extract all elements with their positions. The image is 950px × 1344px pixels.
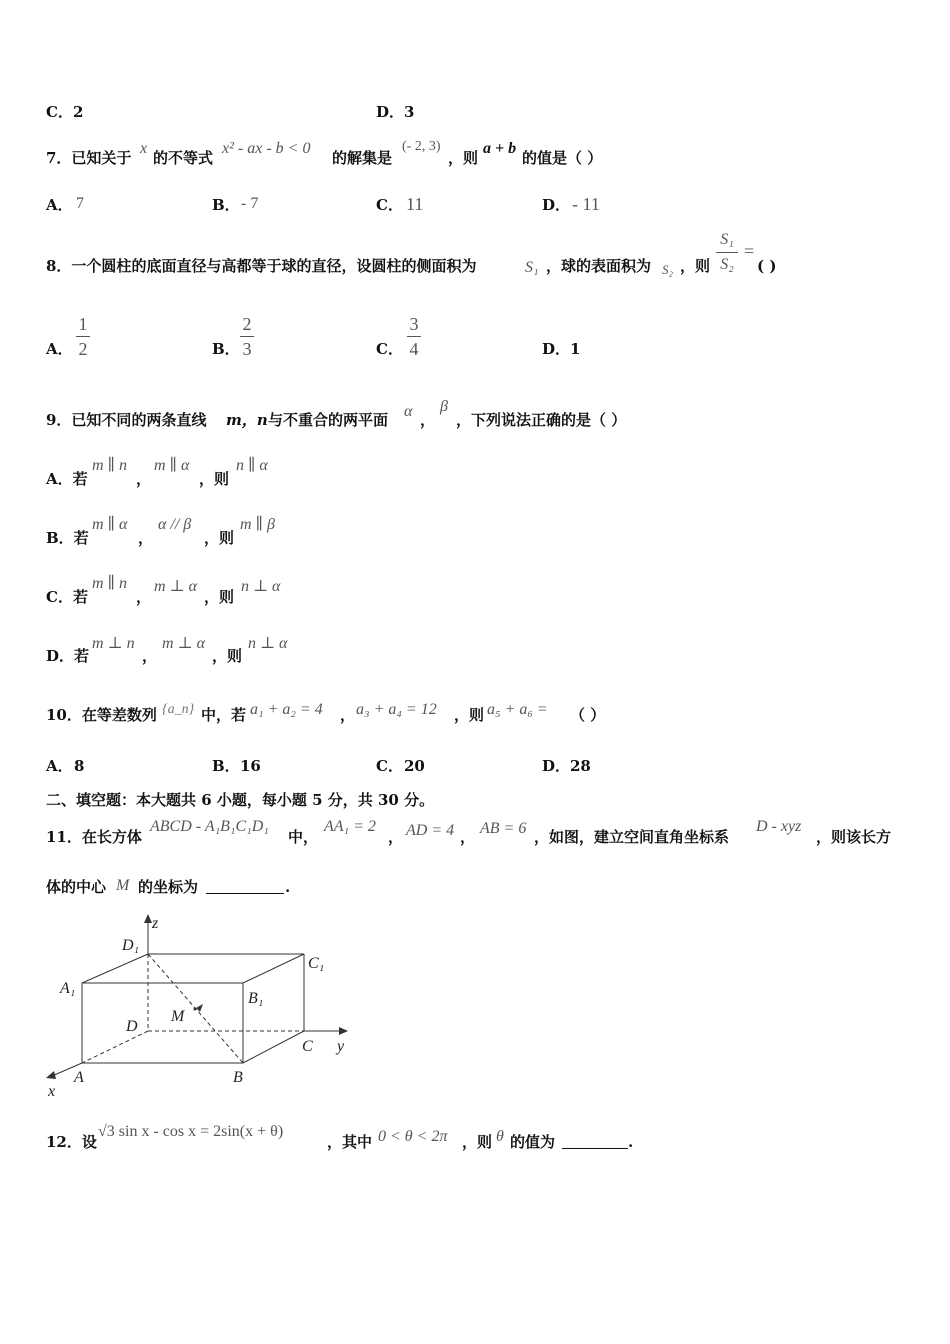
q9-option-c-label: C．若 [46, 588, 88, 606]
q11-answer-blank [206, 893, 284, 894]
q7-stem-mid2: 的解集是 [332, 149, 393, 167]
q9-option-c-sep: ， [136, 588, 152, 606]
q8-option-c-fraction [407, 314, 421, 359]
q8-option-a-fraction [76, 314, 90, 359]
edge-d-a [82, 1031, 148, 1063]
q10-sep: ， [340, 706, 356, 724]
q11-solid: ABCD - A₁B₁C₁D₁ [150, 818, 269, 835]
q11-condition-ab: AB = 6 [480, 820, 527, 837]
q8-ratio-fraction [716, 230, 738, 275]
q9-option-b-result: m ∥ β [240, 516, 275, 533]
q11-sep-1: ， [388, 828, 404, 846]
q9-option-a-sep: ， [136, 470, 152, 488]
q7-option-b-value: - 7 [241, 195, 259, 212]
q7-stem-mid3: ，则 [448, 149, 479, 167]
label-x: x [48, 1083, 56, 1100]
q10-option-a-label: A． [46, 757, 73, 775]
q9-option-d-sep: ， [142, 647, 158, 665]
y-axis-arrow [339, 1027, 348, 1035]
q9-lines: m，n [226, 411, 268, 429]
q9-option-d-c2: m ⊥ α [162, 635, 205, 652]
q7-inequality: x² - ax - b < 0 [222, 140, 311, 157]
edge-b-c [243, 1031, 304, 1063]
q8-equals: = [744, 241, 755, 261]
q7-option-c-value: 11 [406, 194, 424, 214]
q11-end: . [285, 878, 291, 896]
q6-option-c: C．2 [46, 103, 84, 121]
q10-then: ，则 [454, 706, 485, 724]
q8-ratio-numerator: S₁ [720, 231, 734, 248]
label-a1: A₁ [60, 980, 76, 997]
q8-option-c-den: 4 [409, 339, 419, 359]
label-c: C [302, 1038, 313, 1055]
q9-option-b-sep: ， [138, 529, 154, 547]
q8-option-d-label: D． [542, 340, 571, 358]
q11-stem-start: 11．在长方体 [46, 828, 142, 846]
q9-option-b-label: B．若 [46, 529, 89, 547]
label-d: D [126, 1018, 138, 1035]
q10-option-d-label: D． [542, 757, 571, 775]
q10-option-a-value: 8 [74, 757, 85, 775]
label-a: A [74, 1069, 84, 1086]
q8-option-a-num: 1 [78, 314, 88, 334]
q12-theta: θ [496, 1128, 504, 1145]
q10-option-d-value: 28 [570, 757, 591, 775]
q9-option-c-result: n ⊥ α [241, 578, 281, 595]
q10-option-c-label: C． [376, 757, 403, 775]
q12-stem-mid: ，其中 [327, 1133, 373, 1151]
q10-target: a₅ + a₆ = [487, 701, 548, 718]
q11-condition-aa1: AA₁ = 2 [324, 818, 376, 835]
q8-ratio-denominator: S₂ [720, 256, 734, 273]
q7-stem-mid1: 的不等式 [153, 149, 214, 167]
q8-option-b-den: 3 [242, 339, 252, 359]
m-arrowhead [196, 1004, 203, 1012]
q11-stem-mid2: ，如图，建立空间直角坐标系 [534, 828, 730, 846]
label-z: z [152, 915, 159, 932]
q7-solution-set: (- 2, 3) [402, 139, 441, 154]
q9-option-d-then: ，则 [212, 647, 243, 665]
q8-s1: S₁ [525, 259, 539, 276]
q9-option-c-then: ，则 [204, 588, 235, 606]
q9-option-b-c1: m ∥ α [92, 516, 128, 533]
q7-stem-tail: 的值是（ ） [522, 149, 603, 167]
q7-option-d-value: - 11 [572, 194, 600, 214]
label-b1: B₁ [248, 990, 264, 1007]
q11-stem-mid: 中， [288, 828, 319, 846]
q9-stem-start: 9．已知不同的两条直线 [46, 411, 207, 429]
q7-option-a-value: 7 [76, 195, 84, 212]
q7-option-b-label: B． [212, 196, 240, 214]
q8-option-c-label: C． [376, 340, 403, 358]
q7-expression: a + b [483, 140, 517, 157]
q12-range: 0 < θ < 2π [378, 1128, 448, 1145]
q8-option-a-label: A． [46, 340, 73, 358]
center-point [194, 1008, 197, 1011]
q12-stem-mid2: ，则 [462, 1133, 493, 1151]
q10-stem-tail: （ ） [570, 706, 606, 724]
q7-stem-start: 7．已知关于 [46, 149, 132, 167]
q11-line2-mid: 的坐标为 [138, 878, 199, 896]
q7-var-x: x [140, 140, 148, 157]
q10-option-b-value: 16 [240, 757, 261, 775]
z-axis-arrow [144, 914, 152, 923]
q12-stem-tail: 的值为 [510, 1133, 556, 1151]
q11-line2-start: 体的中心 [46, 878, 107, 896]
q8-stem-mid2: ，则 [680, 257, 711, 275]
q12-end: . [628, 1133, 634, 1151]
q11-stem-tail: ，则该长方 [816, 828, 892, 846]
q11-condition-ad: AD = 4 [406, 822, 455, 839]
q9-option-c-c1: m ∥ n [92, 575, 127, 592]
q8-option-b-num: 2 [242, 314, 252, 334]
q10-sequence: {a_n} [162, 702, 195, 717]
q10-condition-1: a₁ + a₂ = 4 [250, 701, 323, 718]
q9-option-b-then: ，则 [204, 529, 235, 547]
q10-option-b-label: B． [212, 757, 240, 775]
q7-option-a-label: A． [46, 196, 73, 214]
q8-option-c-num: 3 [409, 314, 419, 334]
q7-option-c-label: C． [376, 196, 403, 214]
label-m: M [171, 1008, 185, 1025]
q12-answer-blank [562, 1148, 628, 1149]
label-d1: D₁ [122, 937, 140, 954]
q12-stem-start: 12．设 [46, 1133, 97, 1151]
q9-option-a-result: n ∥ α [236, 457, 268, 474]
q9-alpha: α [404, 403, 413, 420]
q8-option-d-value: 1 [570, 340, 581, 358]
q9-option-c-c2: m ⊥ α [154, 578, 197, 595]
q9-stem-tail: ，下列说法正确的是（ ） [456, 411, 627, 429]
q8-option-a-den: 2 [78, 339, 88, 359]
q10-stem-start: 10．在等差数列 [46, 706, 157, 724]
label-b: B [233, 1069, 243, 1086]
q9-option-d-result: n ⊥ α [248, 635, 288, 652]
q11-coordinate-system: D - xyz [756, 818, 802, 835]
q10-option-c-value: 20 [404, 757, 425, 775]
q8-stem-mid: ，球的表面积为 [546, 257, 652, 275]
x-axis-arrow [46, 1071, 56, 1079]
q9-beta: β [440, 398, 448, 415]
q8-option-b-label: B． [212, 340, 240, 358]
label-c1: C₁ [308, 955, 325, 972]
q9-option-a-then: ，则 [199, 470, 230, 488]
q8-stem-tail: ( ) [757, 257, 777, 275]
q11-center-m: M [116, 877, 130, 894]
edge-a1-d1 [82, 954, 148, 983]
q8-s2: S₂ [662, 262, 674, 277]
section-2-heading: 二、填空题：本大题共 6 小题，每小题 5 分，共 30 分。 [46, 791, 435, 809]
edge-b1-c1 [243, 954, 304, 983]
q7-option-d-label: D． [542, 196, 571, 214]
label-y: y [337, 1038, 345, 1055]
q11-sep-2: ， [460, 828, 476, 846]
q8-stem-start: 8．一个圆柱的底面直径与高都等于球的直径，设圆柱的侧面积为 [46, 257, 477, 275]
cuboid-figure [40, 910, 370, 1105]
q9-option-d-c1: m ⊥ n [92, 635, 135, 652]
q10-condition-2: a₃ + a₄ = 12 [356, 701, 437, 718]
q9-option-a-c1: m ∥ n [92, 457, 127, 474]
q10-stem-mid: 中，若 [201, 706, 247, 724]
q9-stem-mid: 与不重合的两平面 [268, 411, 389, 429]
q9-option-a-label: A．若 [46, 470, 88, 488]
q6-option-d: D．3 [376, 103, 415, 121]
q12-equation: √3 sin x - cos x = 2sin(x + θ) [98, 1123, 284, 1140]
q9-option-b-c2: α // β [158, 516, 192, 533]
q9-option-d-label: D．若 [46, 647, 90, 665]
q9-option-a-c2: m ∥ α [154, 457, 190, 474]
q9-comma: ， [420, 411, 436, 429]
q8-option-b-fraction [240, 314, 254, 359]
